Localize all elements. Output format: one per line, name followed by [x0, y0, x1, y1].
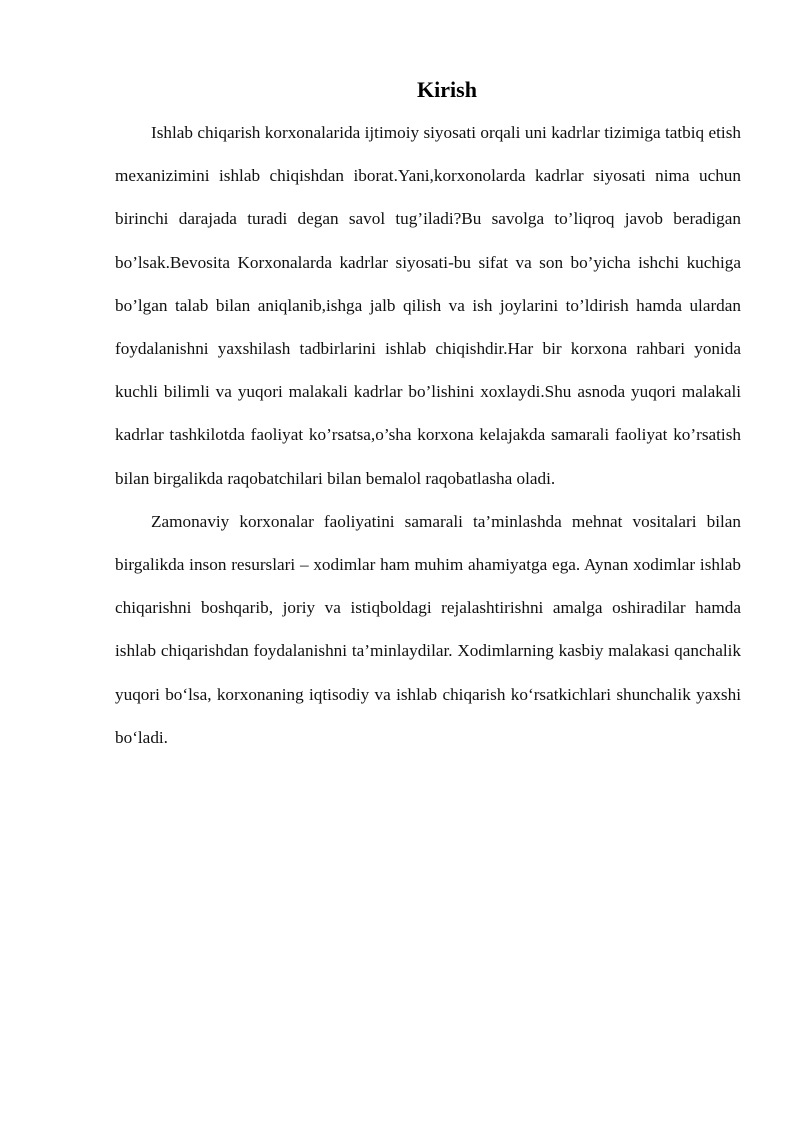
paragraph-1: Ishlab chiqarish korxonalarida ijtimoiy siyosati orqali uni kadrlar tizimiga tatbiq etish mexanizimini ishlab chiqishdan iborat.Yani,korxonolarda kadrlar siyosati nima uchun birinchi darajada turadi degan savol tug’iladi?Bu savolga to’liqroq javob beradigan bo’lsak.Bevosita Korxonalarda kadrlar siyosati-bu sifat va son bo’yicha ishchi kuchiga bo’lgan talab bilan aniqlanib,ishga jalb qilish va ish joylarini to’ldirish hamda ulardan foydalanishni yaxshilash tadbirlarini ishlab chiqishdir.Har bir korxona rahbari yonida kuchli bilimli va yuqori malakali kadrlar bo’lishini xoxlaydi.Shu asnoda yuqori malakali kadrlar tashkilotda faoliyat ko’rsatsa,o’sha korxona kelajakda samarali faoliyat ko’rsatish bilan birgalikda raqobatchilari bilan bemalol raqobatlasha oladi.	[115, 123, 741, 488]
paragraph-2: Zamonaviy korxonalar faoliyatini samarali ta’minlashda mehnat vositalari bilan birgalikda inson resurslari – xodimlar ham muhim ahamiyatga ega. Aynan xodimlar ishlab chiqarishni boshqarib, joriy va istiqboldagi rejalashtirishni amalga oshiradilar hamda ishlab chiqarishdan foydalanishni ta’minlaydilar. Xodimlarning kasbiy malakasi qanchalik yuqori bo‘lsa, korxonaning iqtisodiy va ishlab chiqarish ko‘rsatkichlari shunchalik yaxshi bo‘ladi.	[115, 511, 741, 747]
page-title: Kirish	[417, 77, 477, 102]
body-text	[115, 111, 741, 759]
